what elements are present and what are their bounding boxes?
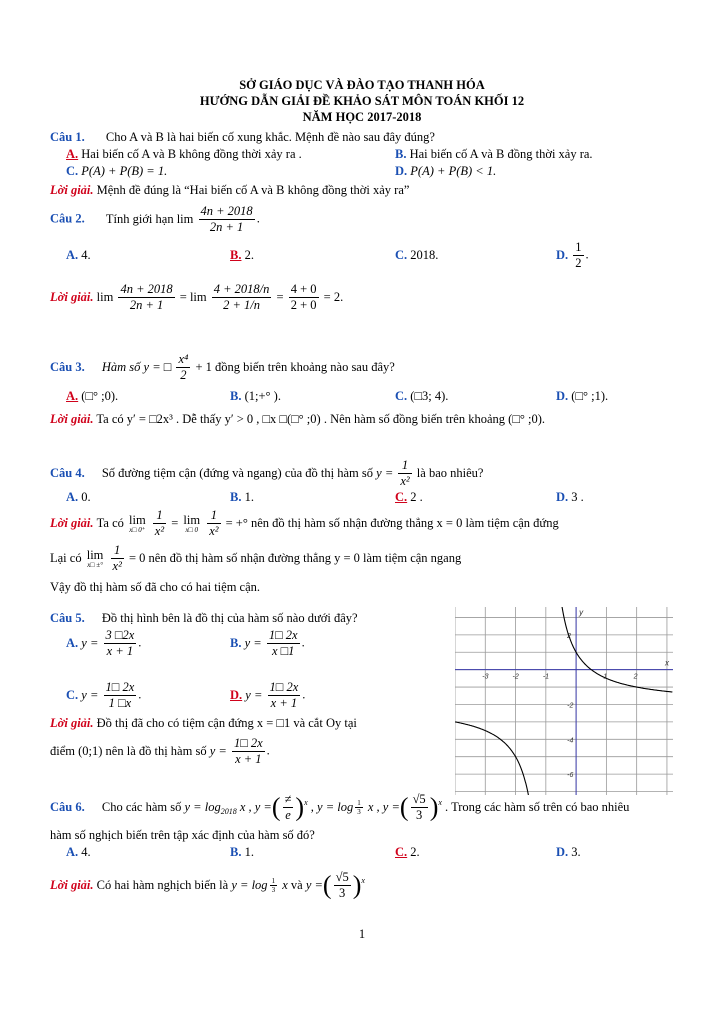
q5-option-d[interactable]: D. y = $\frac{1□ 2x}{x + 1}$ . <box>230 680 306 710</box>
q5-option-c[interactable]: C. y = $\frac{1□ 2x}{1 □x}$ . <box>66 680 142 710</box>
q2-option-d[interactable]: D. $\frac{1}{2}$ . <box>556 240 589 270</box>
question-1-label: Câu 1. <box>50 130 85 144</box>
question-6: Câu 6. Cho các hàm số $y = \log_{2018} x$ , y =( $\frac{\ne}{e}$ )$^x$ , y = log $\frac{1}{3}$ x , y =( $\frac{√5}{3}$ )$^x$ . Trong các hàm số trên có bao nhiêu <box>50 792 630 822</box>
q1-solution: Lời giải. Mệnh đề đúng là “Hai biến cố A và B không đồng thời xảy ra” <box>50 183 410 197</box>
x-tick-label: 1 <box>603 673 608 681</box>
question-4: Câu 4. Số đường tiệm cận (đứng và ngang) của đồ thị hàm số y = $\frac{1}{\text{x²}}$ là bao nhiêu? <box>50 458 484 488</box>
q5-function-graph <box>455 607 673 795</box>
q4-solution-line-2: Lại có lim x□ ±° $\frac{1}{\text{x²}}$ = 0 nên đồ thị hàm số nhận đường thẳng y = 0 làm tiệm cận ngang <box>50 543 462 573</box>
q5-option-a[interactable]: A. y = $\frac{3 □2x}{x + 1}$ . <box>66 628 142 658</box>
y-axis-label: y <box>579 608 584 617</box>
question-1 <box>50 130 435 145</box>
q6-solution: Lời giải. Có hai hàm nghịch biến là y = log $\frac{1}{3}$ x và y =( $\frac{√5}{3}$ )$^x$ <box>50 870 365 900</box>
question-2-label: Câu 2. <box>50 211 85 226</box>
question-1-stem: Cho A và B là hai biến cố xung khắc. Mệnh đề nào sau đây đúng? <box>105 130 435 144</box>
q2-option-c[interactable]: C. 2018. <box>395 248 439 262</box>
question-3: Câu 3. Hàm số y = □ $\frac{\text{x⁴}}{2}$ + 1 đồng biến trên khoảng nào sau đây? <box>50 352 395 382</box>
x-tick-label: -3 <box>482 673 489 681</box>
page-number: 1 <box>358 927 366 941</box>
header-line-2: HƯỚNG DẪN GIẢI ĐỀ KHẢO SÁT MÔN TOÁN KHỐI 12 <box>199 94 525 108</box>
y-tick-label: -6 <box>567 772 574 780</box>
q1-option-c[interactable]: C. P(A) + P(B) = 1. <box>66 164 168 178</box>
q3-option-d[interactable]: D. (□° ;1). <box>556 389 609 403</box>
x-axis-label: x <box>665 658 669 668</box>
q4-option-c[interactable]: C. 2 . <box>395 490 423 504</box>
graph-curve-left <box>455 722 535 795</box>
q2-solution: Lời giải. lim $\frac{4n + 2018}{2n + 1}$ = lim $\frac{4 + 2018/n}{2 + 1/n}$ = $\frac{4 + 0}{2 + 0}$ = 2. <box>50 282 344 312</box>
q3-option-a[interactable]: A. (□° ;0). <box>66 389 119 403</box>
question-6-stem-cont: hàm số nghịch biến trên tập xác định của hàm số đó? <box>50 828 315 842</box>
q2-option-a[interactable]: A. 4. <box>66 248 91 262</box>
x-tick-label: 2 <box>633 673 638 681</box>
q1-option-b[interactable]: B. Hai biến cố A và B đồng thời xảy ra. <box>395 147 593 161</box>
y-tick-label: 2 <box>567 632 572 640</box>
q5-solution-line-2: điểm (0;1) nên là đồ thị hàm số y = $\frac{1□ 2x}{x + 1}$ . <box>50 736 270 766</box>
q4-option-a[interactable]: A. 0. <box>66 490 91 504</box>
x-tick-label: -1 <box>542 673 550 681</box>
graph-grid <box>455 607 673 795</box>
q3-option-b[interactable]: B. (1;+° ). <box>230 389 281 403</box>
q1-option-a[interactable]: A. Hai biến cố A và B không đồng thời xảy ra . <box>66 147 302 161</box>
y-tick-label: -4 <box>567 737 574 745</box>
q4-option-b[interactable]: B. 1. <box>230 490 254 504</box>
question-2: Câu 2. Tính giới hạn lim $\frac{4n + 2018}{2n + 1}$ . <box>50 204 260 234</box>
q2-option-b[interactable]: B. 2. <box>230 248 254 262</box>
q3-solution: Lời giải. Ta có y′ = □2x³ . Dễ thấy y′ > 0 , □x □(□° ;0) . Nên hàm số đồng biến trên khoảng (□° ;0). <box>50 412 545 426</box>
q5-option-b[interactable]: B. y = $\frac{1□ 2x}{x □1}$ . <box>230 628 305 658</box>
graph-curve-right <box>559 607 673 692</box>
q6-option-c[interactable]: C. 2. <box>395 845 420 859</box>
header-line-3: NĂM HỌC 2017-2018 <box>302 110 422 124</box>
q4-solution-line-1: Lời giải. Ta có lim x□ 0⁺ $\frac{1}{\text{x²}}$ = lim x□ 0 $\frac{1}{\text{x²}}$ = +° nên đồ thị hàm số nhận đường thẳng x = 0 làm tiệm cận đứng <box>50 508 559 538</box>
x-tick-label: -2 <box>512 673 519 681</box>
q5-solution-line-1: Lời giải. Đồ thị đã cho có tiệm cận đứng x = □1 và cắt Oy tại <box>50 716 357 730</box>
q6-option-b[interactable]: B. 1. <box>230 845 254 859</box>
question-5: Câu 5. Đồ thị hình bên là đồ thị của hàm số nào dưới đây? <box>50 611 358 625</box>
q4-solution-line-3: Vậy đồ thị hàm số đã cho có hai tiệm cận. <box>50 580 261 594</box>
y-tick-label: -2 <box>567 702 574 710</box>
header-line-1: SỞ GIÁO DỤC VÀ ĐÀO TẠO THANH HÓA <box>239 78 485 92</box>
q6-option-a[interactable]: A. 4. <box>66 845 91 859</box>
q3-option-c[interactable]: C. (□3; 4). <box>395 389 449 403</box>
q6-option-d[interactable]: D. 3. <box>556 845 581 859</box>
q2-fraction: $\frac{4n + 2018}{2n + 1}$ <box>200 204 253 234</box>
q4-option-d[interactable]: D. 3 . <box>556 490 584 504</box>
q1-option-d[interactable]: D. P(A) + P(B) < 1. <box>395 164 497 178</box>
